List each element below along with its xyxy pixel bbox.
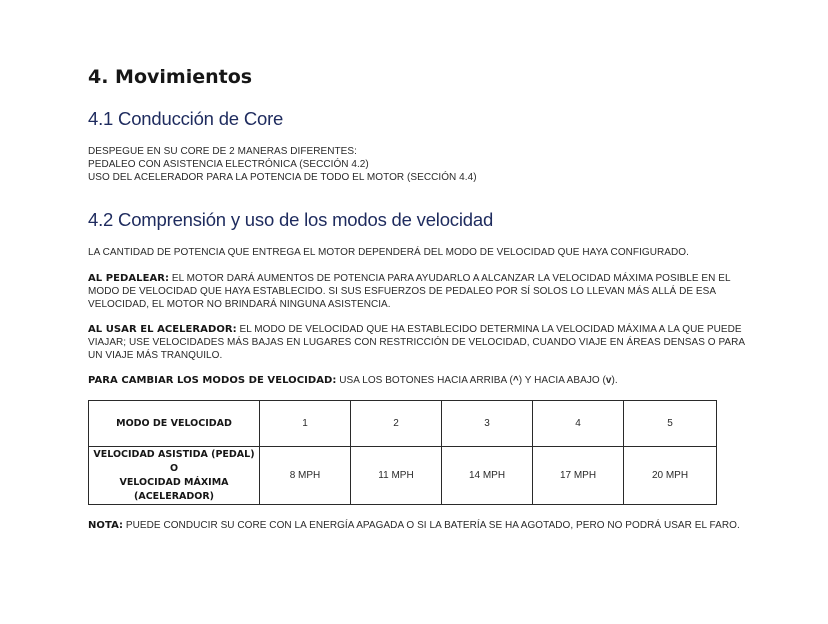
speed-header-line: VELOCIDAD MÁXIMA — [119, 476, 229, 488]
throttle-paragraph — [88, 323, 748, 362]
speed-cell: 11 MPH — [351, 447, 442, 505]
speed-cell: 20 MPH — [624, 447, 717, 505]
note-paragraph — [88, 519, 748, 532]
power-paragraph: LA CANTIDAD DE POTENCIA QUE ENTREGA EL MOTOR DEPENDERÁ DEL MODO DE VELOCIDAD QUE HAYA CONFIGURADO. — [88, 247, 689, 258]
mode-cell: 3 — [442, 401, 533, 447]
down-arrow-icon: v — [605, 375, 612, 386]
change-mode-paragraph — [88, 374, 748, 387]
up-arrow-icon: ^ — [512, 375, 519, 386]
subsection-title-4-2: 4.2 Comprensión y uso de los modos de velocidad — [88, 209, 494, 230]
mode-cell: 4 — [533, 401, 624, 447]
speed-header-cell — [89, 447, 260, 505]
section-title: 4. Movimientos — [88, 66, 253, 88]
intro-line: DESPEGUE EN SU CORE DE 2 MANERAS DIFERENTES: — [88, 146, 357, 157]
speed-cell: 17 MPH — [533, 447, 624, 505]
mode-header-cell: MODO DE VELOCIDAD — [89, 401, 260, 447]
speed-mode-table — [88, 400, 717, 505]
intro-paragraph — [88, 145, 748, 184]
change-mode-text-end: ). — [611, 375, 618, 386]
mode-cell: 5 — [624, 401, 717, 447]
pedaling-paragraph — [88, 272, 748, 311]
pedaling-line: EL MOTOR DARÁ AUMENTOS DE POTENCIA PARA AYUDARLO A ALCANZAR LA VELOCIDAD MÁXIMA POSIBLE EN EL — [169, 273, 731, 284]
table-row — [89, 401, 717, 447]
speed-cell: 8 MPH — [260, 447, 351, 505]
pedaling-line: VELOCIDAD, EL MOTOR NO BRINDARÁ NINGUNA ASISTENCIA. — [88, 299, 391, 310]
pedaling-line: MODO DE VELOCIDAD QUE HAYA ESTABLECIDO. SI SUS ESFUERZOS DE PEDALEO POR SÍ SOLOS LO LLEVAN MÁS ALLÁ DE ESA — [88, 286, 717, 297]
speed-header-line: O — [169, 462, 179, 474]
pedaling-lead: AL PEDALEAR: — [88, 273, 170, 284]
intro-line: USO DEL ACELERADOR PARA LA POTENCIA DE TODO EL MOTOR (SECCIÓN 4.4) — [88, 172, 477, 183]
mode-cell: 1 — [260, 401, 351, 447]
change-mode-lead: PARA CAMBIAR LOS MODOS DE VELOCIDAD: — [88, 375, 337, 386]
mode-cell: 2 — [351, 401, 442, 447]
throttle-line: EL MODO DE VELOCIDAD QUE HA ESTABLECIDO DETERMINA LA VELOCIDAD MÁXIMA A LA QUE PUEDE — [236, 324, 742, 335]
change-mode-text: USA LOS BOTONES HACIA ARRIBA ( — [336, 375, 513, 386]
change-mode-text-mid: ) Y HACIA ABAJO ( — [518, 375, 606, 386]
note-text: PUEDE CONDUCIR SU CORE CON LA ENERGÍA APAGADA O SI LA BATERÍA SE HA AGOTADO, PERO NO PODRÁ USAR EL FARO. — [123, 520, 740, 531]
speed-cell: 14 MPH — [442, 447, 533, 505]
throttle-lead: AL USAR EL ACELERADOR: — [88, 324, 237, 335]
table-row — [89, 447, 717, 505]
speed-header-line: (ACELERADOR) — [134, 490, 214, 502]
intro-line: PEDALEO CON ASISTENCIA ELECTRÓNICA (SECCIÓN 4.2) — [88, 159, 369, 170]
subsection-title-4-1: 4.1 Conducción de Core — [88, 108, 284, 129]
throttle-line: UN VIAJE MÁS TRANQUILO. — [88, 350, 223, 361]
throttle-line: VIAJAR; USE VELOCIDADES MÁS BAJAS EN LUGARES CON RESTRICCIÓN DE VELOCIDAD, CUANDO VIAJE EN ÁREAS DENSAS O PARA — [88, 337, 746, 348]
speed-header-line: VELOCIDAD ASISTIDA (PEDAL) — [93, 448, 255, 460]
note-lead: NOTA: — [88, 520, 124, 531]
